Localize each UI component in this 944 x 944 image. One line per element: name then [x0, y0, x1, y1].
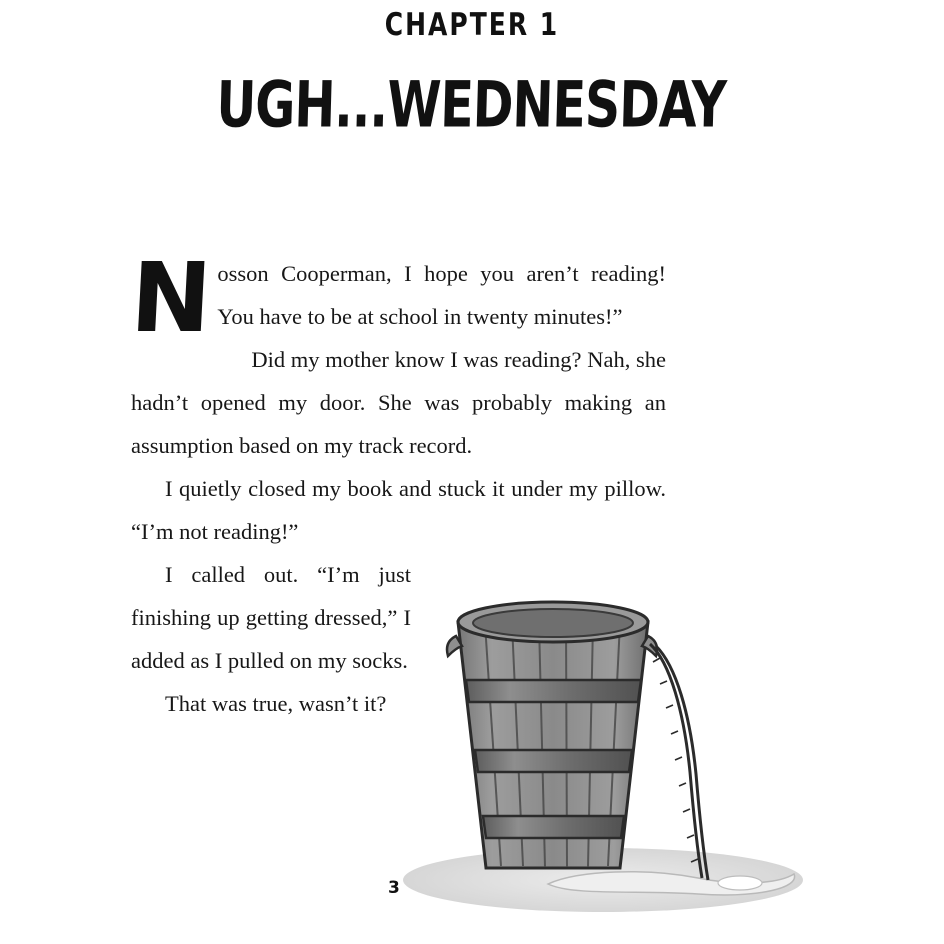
- paragraph: That was true, wasn’t it?: [165, 691, 387, 716]
- paragraph: Did my mother know I was reading? Nah, she hadn’t opened my door. She was probably making an assumption based on my track record.: [131, 347, 666, 458]
- chapter-label: CHAPTER 1: [384, 6, 560, 43]
- paragraph: [128, 242, 666, 354]
- chapter-title: UGH...WEDNESDAY: [215, 68, 727, 143]
- drop-cap: N: [128, 242, 215, 354]
- paragraph: I called out. “I’m just finishing up getting dressed,” I added as I pulled on my socks.: [131, 562, 411, 673]
- paragraph-text: osson Cooperman, I hope you aren’t reading! You have to be at school in twenty minutes!”: [217, 261, 666, 329]
- page-number: 3: [388, 878, 400, 898]
- paragraph: I quietly closed my book and stuck it under my pillow. “I’m not reading!”: [131, 476, 666, 544]
- wooden-bucket-illustration: [398, 592, 818, 922]
